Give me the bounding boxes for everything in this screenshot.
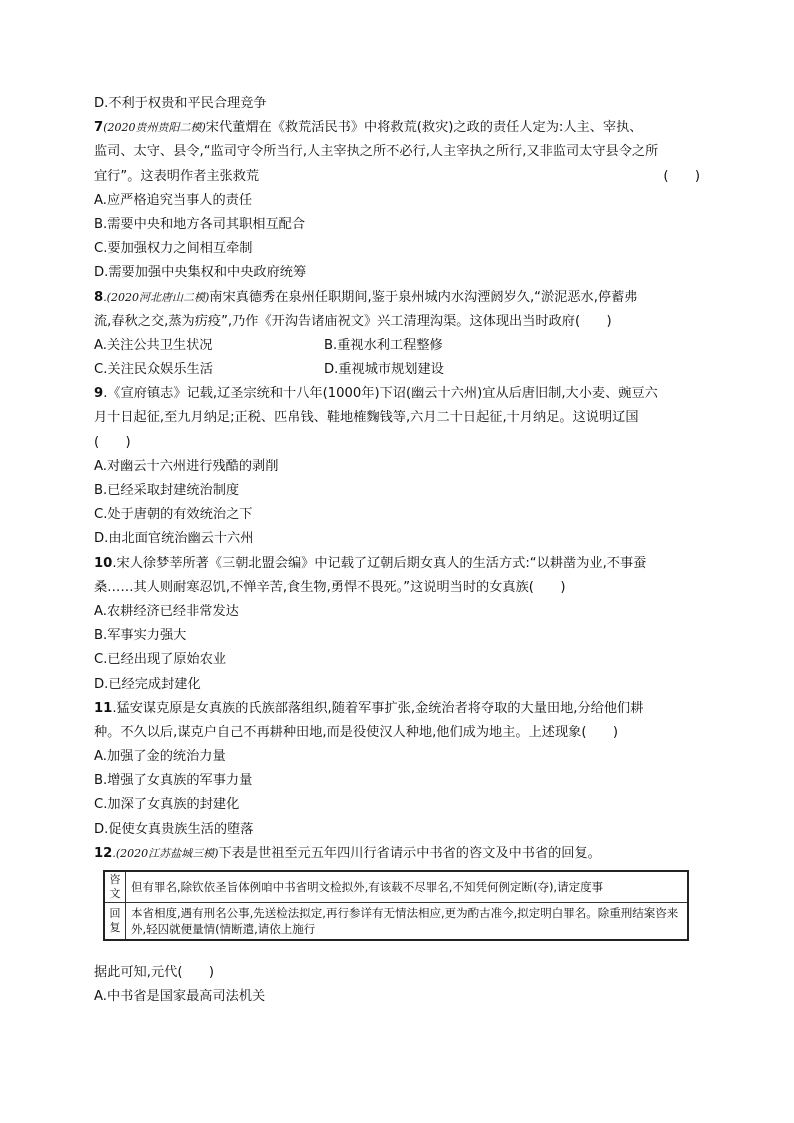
table-cell: 但有罪名,除钦依圣旨体例咱中书省明文检拟外,有该载不尽罪名,不知凭何例定断(夺),请定度事 xyxy=(126,871,689,903)
q7-stem-line2: 监司、太守、县令,“监司守令所当行,人主宰执之所不必行,人主宰执之所行,又非监司太守县令之所 xyxy=(94,144,659,160)
q12-number: 12 xyxy=(94,845,113,861)
q12-source: .(2020江苏盐城三模) xyxy=(112,846,219,860)
q6-option-d: D.不利于权贵和平民合理竞争 xyxy=(94,96,267,111)
q11-stem-line1 xyxy=(94,697,700,721)
q7-stem-line3 xyxy=(94,165,700,189)
petition-table xyxy=(103,870,689,941)
q10-option-d: D.已经完成封建化 xyxy=(94,676,201,692)
q8-option-b: B.重视水利工程整修 xyxy=(324,337,443,353)
table-cell: 本省相度,遇有刑名公事,先送检法拟定,再行参详有无情法相应,更为酌古准今,拟定明白罪名。除重刑结案咨来外,轻囚就便量情(情断遣,请依上施行 xyxy=(126,903,689,941)
q7-option-b: B.需要中央和地方各司其职相互配合 xyxy=(94,216,306,232)
q8-options-row2 xyxy=(94,358,700,382)
q8-source: .(2020河北唐山二模) xyxy=(103,290,210,304)
q7-number: 7 xyxy=(94,120,104,136)
q7-source: (2020贵州贵阳二模) xyxy=(103,121,206,135)
q9-text: .《宣府镇志》记载,辽圣宗统和十八年(1000年)下诏(幽云十六州)宜从后唐旧制,大小麦、豌豆六 xyxy=(103,386,658,402)
exam-page xyxy=(94,92,700,1009)
q7-text: 宋代董煟在《救荒活民书》中将救荒(救灾)之政的责任人定为:人主、宰执、 xyxy=(205,120,643,136)
q11-text: .猛安谋克原是女真族的氏族部落组织,随着军事扩张,金统治者将夺取的大量田地,分给他们耕 xyxy=(112,700,644,716)
q11-option-a: A.加强了金的统治力量 xyxy=(94,749,226,765)
q9-answer-blank: ( ) xyxy=(94,434,131,450)
q8-options-row1 xyxy=(94,334,700,358)
q8-option-d: D.重视城市规划建设 xyxy=(324,362,444,378)
q9-stem-line2: 月十日起征,至九月纳足;正税、匹帛钱、鞋地榷麴钱等,六月二十日起征,十月纳足。这说明辽国 xyxy=(94,410,639,426)
q11-stem-line2: 种。不久以后,谋克户自己不再耕种田地,而是役使汉人种地,他们成为地主。上述现象( ) xyxy=(94,724,618,740)
q9-option-c: C.处于唐朝的有效统治之下 xyxy=(94,507,253,523)
q11-option-b: B.增强了女真族的军事力量 xyxy=(94,773,253,789)
q12-question: 据此可知,元代( ) xyxy=(94,965,214,980)
q10-stem-line2: 桑……其人则耐寒忍饥,不惮辛苦,食生物,勇悍不畏死。”这说明当时的女真族( ) xyxy=(94,579,566,595)
q7-option-d: D.需要加强中央集权和中央政府统筹 xyxy=(94,265,307,281)
q10-number: 10 xyxy=(94,555,113,571)
q10-option-b: B.军事实力强大 xyxy=(94,628,187,644)
q10-stem-line1 xyxy=(94,552,700,576)
table-row xyxy=(104,871,688,903)
q7-answer-blank: ( ) xyxy=(663,168,700,184)
q9-stem-line1 xyxy=(94,382,700,406)
q9-option-b: B.已经采取封建统治制度 xyxy=(94,483,240,498)
table-header-cell: 回复 xyxy=(104,903,126,941)
q12-stem-line1 xyxy=(94,842,700,866)
q8-number: 8 xyxy=(94,289,104,305)
q12-text: 下表是世祖至元五年四川行省请示中书省的咨文及中书省的回复。 xyxy=(218,845,601,861)
q7-option-c: C.要加强权力之间相互牵制 xyxy=(94,241,253,257)
q9-number: 9 xyxy=(94,386,104,402)
q11-option-c: C.加深了女真族的封建化 xyxy=(94,797,240,813)
q9-option-d: D.由北面官统治幽云十六州 xyxy=(94,531,254,547)
q7-option-a: A.应严格追究当事人的责任 xyxy=(94,192,253,208)
q8-stem-line1 xyxy=(94,286,700,310)
q9-option-a: A.对幽云十六州进行残酷的剥削 xyxy=(94,458,279,474)
q10-text: .宋人徐梦莘所著《三朝北盟会编》中记载了辽朝后期女真人的生活方式:“以耕凿为业,不事蚕 xyxy=(112,555,647,571)
table-row xyxy=(104,903,688,941)
q10-option-a: A.农耕经济已经非常发达 xyxy=(94,603,239,619)
q10-option-c: C.已经出现了原始农业 xyxy=(94,652,227,668)
q8-option-c: C.关注民众娱乐生活 xyxy=(94,362,213,378)
table-header-cell: 咨文 xyxy=(104,871,126,903)
q8-text: 南宋真德秀在泉州任职期间,鉴于泉州城内水沟湮阏岁久,“淤泥恶水,停蓄弗 xyxy=(209,289,638,305)
q11-number: 11 xyxy=(94,700,113,716)
q7-stem-line1 xyxy=(94,116,700,140)
q12-option-a: A.中书省是国家最高司法机关 xyxy=(94,989,266,1005)
q8-option-a: A.关注公共卫生状况 xyxy=(94,337,213,353)
q11-option-d: D.促使女真贵族生活的堕落 xyxy=(94,821,254,837)
q8-stem-line2: 流,春秋之交,蒸为疠疫”,乃作《开沟告诸庙祝文》兴工清理沟渠。这体现出当时政府( ) xyxy=(94,313,612,329)
q7-text3: 宜行”。这表明作者主张救荒 xyxy=(94,168,260,184)
